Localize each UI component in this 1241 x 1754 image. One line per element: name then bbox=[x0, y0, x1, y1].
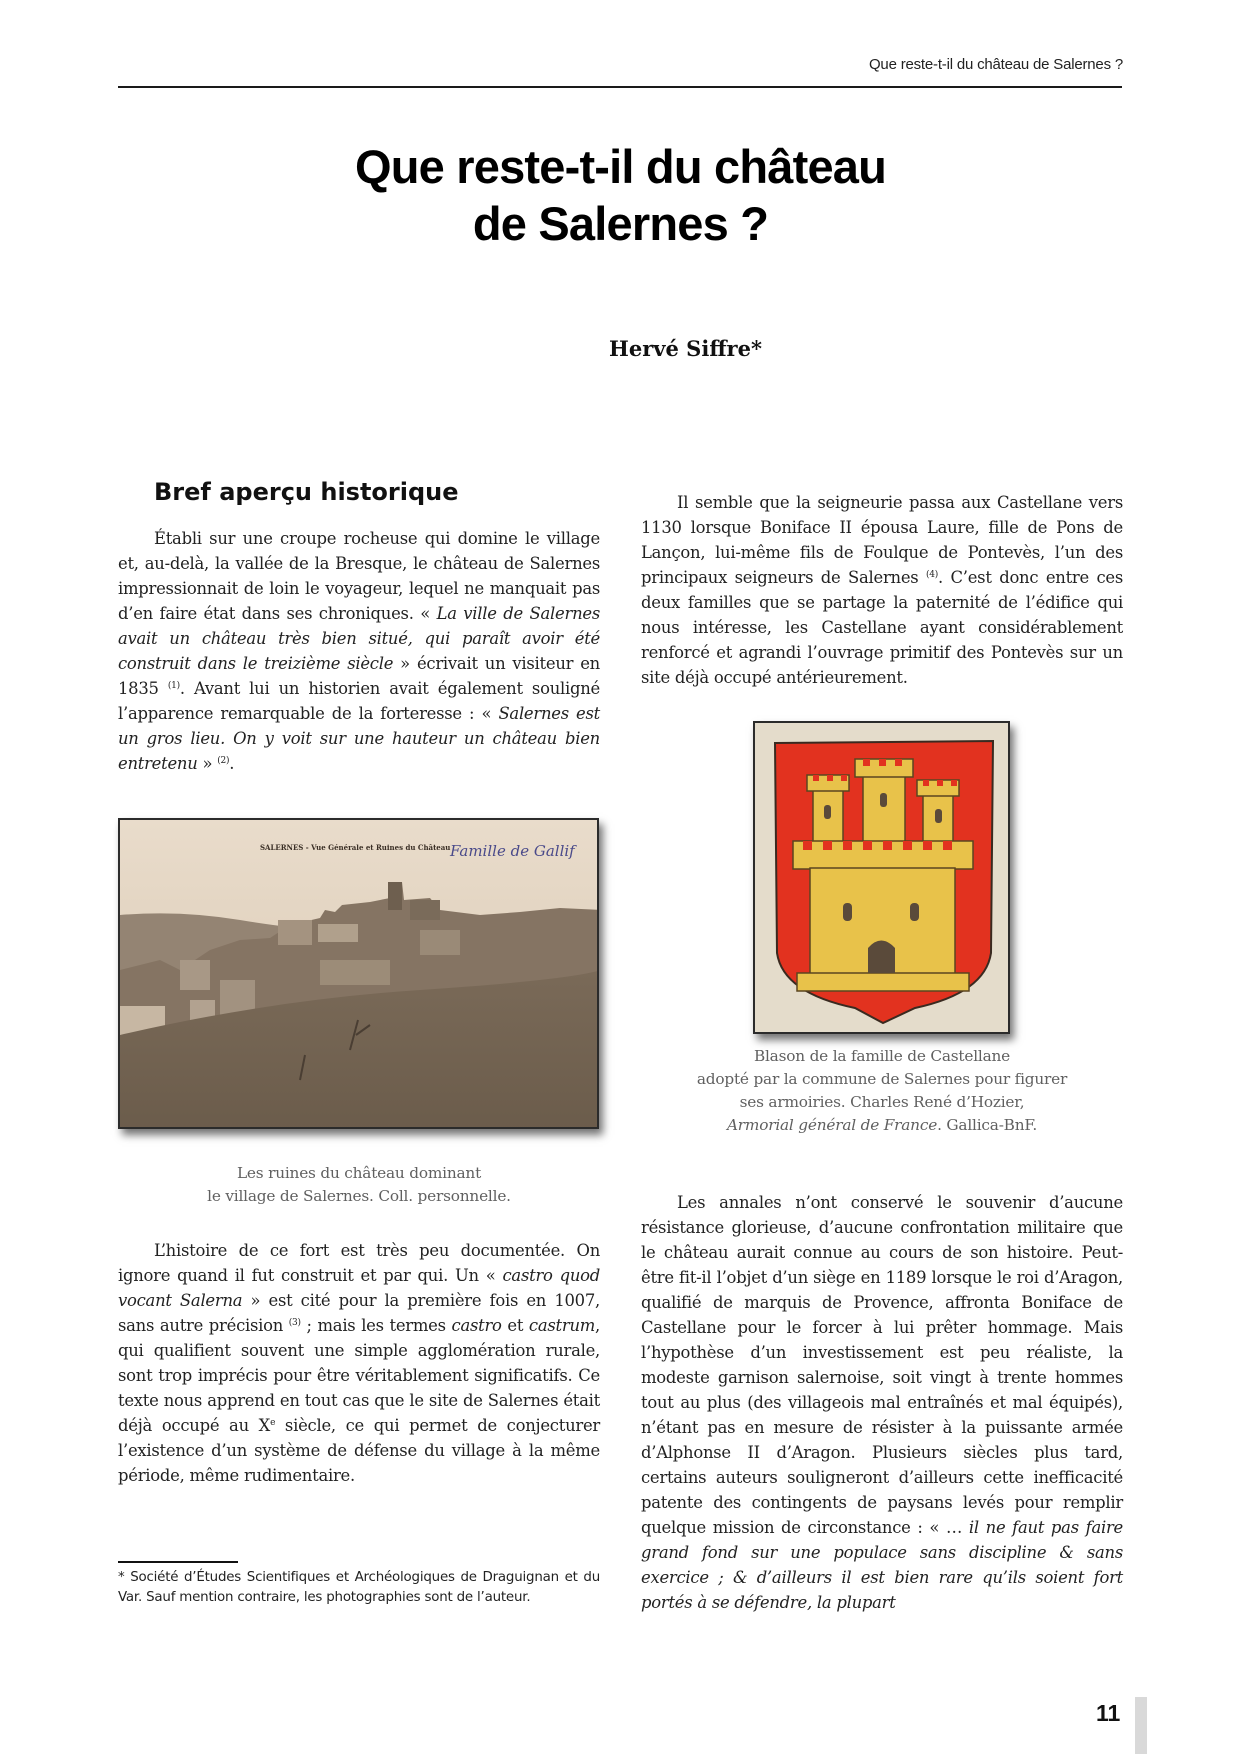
footnote-ref-3[interactable]: (3) bbox=[288, 1318, 301, 1328]
title-line-1: Que reste-t-il du château bbox=[354, 140, 887, 193]
footnote: * Société d’Études Scientifiques et Archéologiques de Draguignan et du Var. Sauf mention contraire, les photographies sont de l’auteur. bbox=[118, 1570, 600, 1605]
castle-ruins-image bbox=[120, 820, 599, 1129]
left-column-top bbox=[118, 478, 600, 776]
blazon-image-frame bbox=[753, 721, 1010, 1034]
footnote-rule bbox=[118, 1561, 238, 1563]
castellane-coat-of-arms-icon bbox=[755, 723, 1010, 1034]
running-head: Que reste-t-il du château de Salernes ? bbox=[868, 56, 1123, 73]
photo-caption: Les ruines du château dominant le village de Salernes. Coll. personnelle. bbox=[207, 1164, 511, 1205]
author-name: Hervé Siffre* bbox=[609, 336, 762, 361]
paragraph-annales: Les annales n’ont conservé le souvenir d’aucune résistance glorieuse, d’aucune confrontation militaire que le château aurait connue au cours de son histoire. Peut-être fit-il l’objet d’un siège en 1189 lorsque le roi d’Aragon, qualifié de marquis de Provence, affronta Boniface de Castellane pour le forcer à lui prêter hommage. Mais l’hypothèse d’un investissement est peu réaliste, la modeste garnison salernoise, soit vingt à trente hommes tout au plus (des villageois mal entraînés et mal équipés), n’étant pas en mesure de résister à la puissante armée d’Alphonse II d’Aragon. Plusieurs siècles plus tard, certains auteurs souligneront d’ailleurs cette inefficacité patente des contingents de paysans levés pour remplir quelque mission de circonstance : « … il ne faut pas faire grand fond sur une populace sans discipline & sans exercice ; & d’ailleurs il est bien rare qu’ils soient fort portés à se défendre, la plupart bbox=[641, 1193, 1123, 1612]
postcard-photo bbox=[118, 818, 599, 1129]
page-number: 11 bbox=[1096, 1700, 1121, 1726]
svg-text:Famille de Gallif: Famille de Gallif bbox=[450, 842, 575, 860]
footnote-ref-4[interactable]: (4) bbox=[926, 570, 938, 580]
paragraph-history: L’histoire de ce fort est très peu documentée. On ignore quand il fut construit et par qui. Un « castro quod vocant Salerna » est cité pour la première fois en 1007, sans autre précision $^{(3)}$ ; mais les termes castro et castrum, qui qualifient souvent une simple agglomération rurale, sont trop imprécis pour être véritablement significatifs. Ce texte nous apprend en tout cas que le site de Salernes était déjà occupé au Xe siècle, ce qui permet de conjecturer l’existence d’un système de défense du village à la même période, même rudimentaire. bbox=[118, 1241, 601, 1485]
blazon-caption: Blason de la famille de Castellane adopté par la commune de Salernes pour figurer ses armoiries. Charles René d’Hozier, Armorial général de France. Gallica-BnF. bbox=[696, 1047, 1068, 1134]
left-column-bottom bbox=[118, 1238, 600, 1488]
page-title bbox=[0, 138, 1241, 252]
section-heading: Bref aperçu historique bbox=[154, 478, 459, 506]
footnote-ref-2[interactable]: (2) bbox=[217, 756, 230, 766]
paragraph-castellane: Il semble que la seigneurie passa aux Castellane vers 1130 lorsque Boniface II épousa Laure, fille de Pons de Lançon, lui-même fils de Foulque de Pontevès, l’un des principaux seigneurs de Salernes $^{(4)}$. C’est donc entre ces deux familles que se partage la paternité de l’édifice qui nous intéresse, les Castellane ayant considérablement renforcé et agrandi l’ouvrage primitif des Pontevès sur un site déjà occupé antérieurement. bbox=[641, 493, 1124, 687]
paragraph-intro: Établi sur une croupe rocheuse qui domine le village et, au-delà, la vallée de la Bresque, le château de Salernes impressionnait de loin le voyageur, lequel ne manquait pas d’en faire état dans ses chroniques. « La ville de Salernes avait un château très bien situé, qui paraît avoir été construit dans le treizième siècle » écrivait un visiteur en 1835 $^{(1)}$. Avant lui un historien avait également souligné l’apparence remarquable de la forteresse : « Salernes est un gros lieu. On y voit sur une hauteur un château bien entretenu » $^{(2)}$. bbox=[118, 529, 600, 773]
right-column-top bbox=[641, 490, 1123, 690]
footnote-ref-1[interactable]: (1) bbox=[167, 681, 180, 691]
title-line-2: de Salernes ? bbox=[472, 197, 769, 250]
right-column-bottom bbox=[641, 1190, 1123, 1615]
svg-text:SALERNES - Vue Générale et Rui: SALERNES - Vue Générale et Ruines du Château bbox=[260, 843, 451, 852]
page-edge-tab bbox=[1135, 1697, 1147, 1754]
header-rule bbox=[118, 86, 1122, 88]
